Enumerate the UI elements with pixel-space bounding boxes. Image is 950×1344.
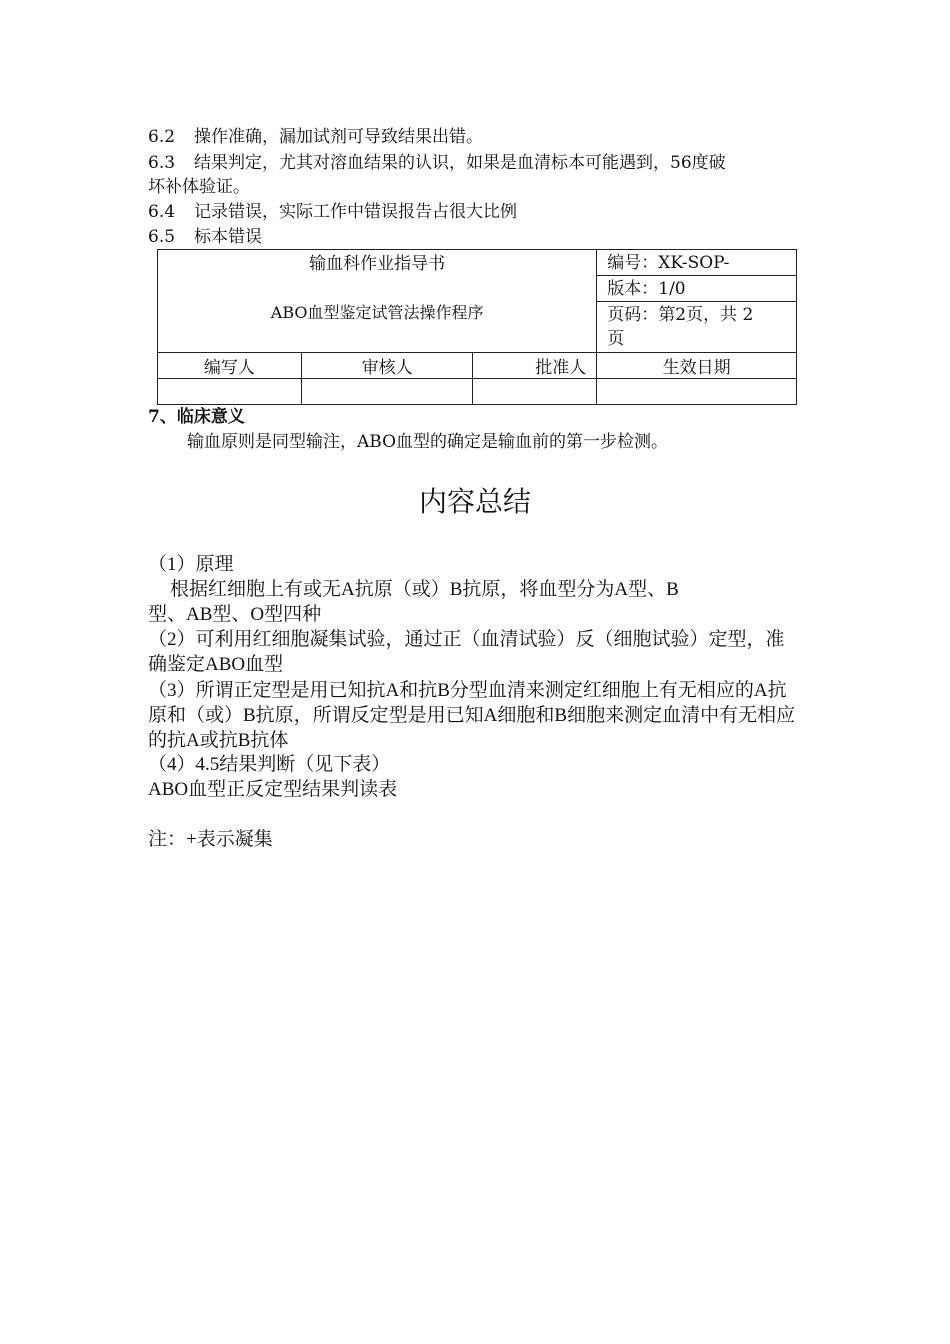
summary-item-4: （4）4.5结果判断（见下表）: [148, 754, 391, 775]
summary-principle-line1: 根据红细胞上有或无A抗原（或）B抗原，将血型分为A型、B: [170, 579, 679, 600]
item-text-continued: 坏补体验证。: [148, 177, 250, 197]
item-6-3-continued: [148, 175, 250, 199]
summary-item-3: （3）所谓正定型是用已知抗A和抗B分型血清来测定红细胞上有无相应的A抗原和（或）B抗原，所谓反定型是用已知A细胞和B细胞来测定血清中有无相应的抗A或抗B抗体: [148, 680, 796, 751]
document-header-table: [157, 249, 797, 405]
summary-note: 注：+表示凝集: [148, 829, 273, 850]
val-author: [158, 379, 302, 405]
item-text: 结果判定，尤其对溶血结果的认识，如果是血清标本可能遇到，56度破: [194, 153, 726, 173]
summary-title: 内容总结: [418, 485, 531, 518]
val-effective-date: [597, 379, 797, 405]
section-7-heading: 7、临床意义: [148, 407, 245, 427]
item-number: 6.4: [148, 202, 176, 222]
doc-page-cell: [597, 302, 797, 353]
doc-code: 编号：XK-SOP-: [597, 250, 797, 276]
col-effective-date: 生效日期: [597, 353, 797, 379]
doc-page-line2: 页: [607, 329, 625, 349]
summary-principle-heading: （1）原理: [148, 554, 234, 575]
doc-type: 输血科作业指导书: [309, 254, 446, 274]
item-6-5: [148, 225, 262, 249]
item-number: 6.2: [148, 127, 176, 147]
col-author: 编写人: [158, 353, 302, 379]
item-6-2: [148, 125, 483, 149]
item-number: 6.3: [148, 153, 176, 173]
item-number: 6.5: [148, 227, 176, 247]
section-7-body: 输血原则是同型输注，ABO血型的确定是输血前的第一步检测。: [187, 432, 669, 452]
item-6-4: [148, 200, 517, 224]
col-approver: 批准人: [473, 353, 597, 379]
doc-title: ABO血型鉴定试管法操作程序: [270, 303, 484, 322]
header-title-cell: [158, 250, 597, 353]
item-text: 记录错误，实际工作中错误报告占很大比例: [194, 202, 517, 222]
item-text: 标本错误: [194, 227, 262, 247]
summary-item-2: （2）可利用红细胞凝集试验，通过正（血清试验）反（细胞试验）定型，准确鉴定ABO血型: [148, 629, 785, 675]
summary-principle-line2: 型、AB型、O型四种: [148, 604, 322, 625]
doc-page-line1: 页码：第2页，共 2: [607, 305, 754, 325]
item-6-3: [148, 151, 726, 175]
col-reviewer: 审核人: [301, 353, 473, 379]
summary-table-caption: ABO血型正反定型结果判读表: [148, 779, 398, 800]
val-reviewer: [301, 379, 473, 405]
doc-version: 版本：1/0: [597, 276, 797, 302]
val-approver: [473, 379, 597, 405]
item-text: 操作准确，漏加试剂可导致结果出错。: [194, 127, 483, 147]
